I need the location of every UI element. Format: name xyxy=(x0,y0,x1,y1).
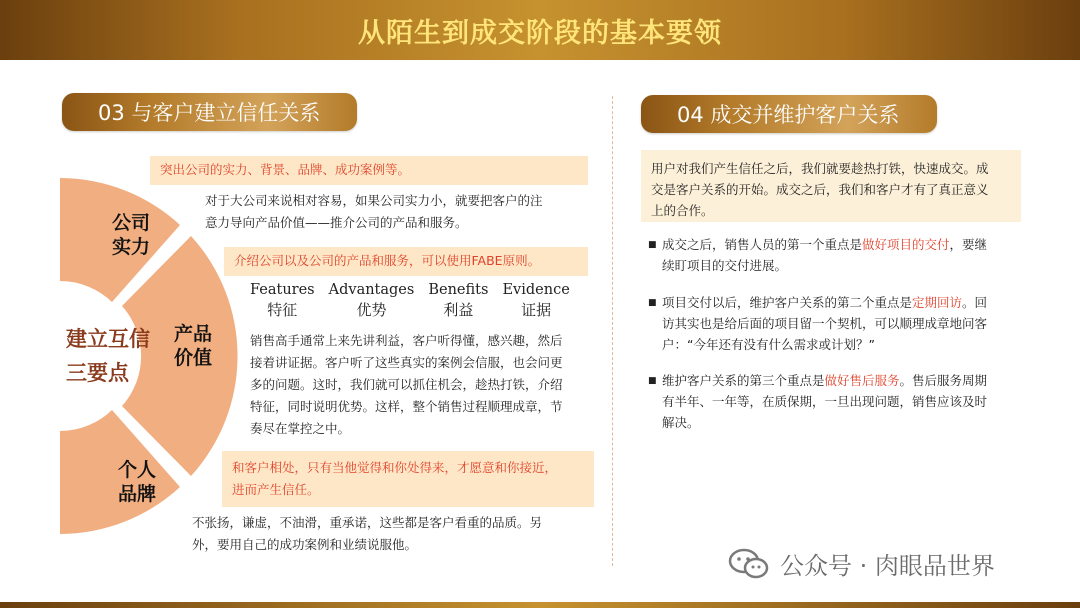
square-bullet-icon: ■ xyxy=(648,240,657,250)
bullet-item-visit: ■ 项目交付以后，维护客户关系的第二个重点是定期回访。回 访其实也是给后面的项目留一个契机，可以顺理成章地问客 户：“今年还有没有什么需求或计划？” xyxy=(648,292,1020,355)
square-bullet-icon: ■ xyxy=(648,376,657,386)
section-04-pill: 04 成交并维护客户关系 xyxy=(641,95,937,133)
fabe-advantages: Advantages 优势 xyxy=(328,282,415,319)
page-title: 从陌生到成交阶段的基本要领 xyxy=(358,17,722,49)
section-03-pill: 03 与客户建立信任关系 xyxy=(62,93,357,131)
fabe-benefits: Benefits 利益 xyxy=(428,282,489,319)
highlight-personal: 和客户相处，只有当他觉得和你处得来，才愿意和你接近， 进而产生信任。 xyxy=(222,451,594,507)
column-divider xyxy=(612,96,613,566)
bullet-item-delivery: ■ 成交之后，销售人员的第一个重点是做好项目的交付，要继 续盯项目的交付进展。 xyxy=(648,234,1020,276)
wechat-logo-icon xyxy=(728,547,770,581)
intro-box: 用户对我们产生信任之后，我们就要趁热打铁，快速成交。成 交是客户关系的开始。成交之后，我们和客户才有了真正意义 上的合作。 xyxy=(641,150,1021,222)
highlight-company: 突出公司的实力、背景、品牌、成功案例等。 xyxy=(150,156,588,185)
fabe-row xyxy=(250,282,580,322)
text-product: 销售高手通常上来先讲利益，客户听得懂，感兴趣，然后 接着讲证据。客户听了这些真实的案例会信服，也会问更 多的问题。这时，我们就可以抓住机会，趁热打铁，介绍 特征，同时说明优势。这样，整个销售过程顺理成章，节 奏尽在掌控之中。 xyxy=(250,333,563,436)
highlight-product: 介绍公司以及公司的产品和服务，可以使用FABE原则。 xyxy=(224,247,588,276)
fabe-features: Features 特征 xyxy=(250,282,315,319)
fabe-evidence: Evidence 证据 xyxy=(502,282,570,319)
watermark-text: 公众号 · 肉眼品世界 xyxy=(780,552,995,580)
segment-label-personal: 个人 品牌 xyxy=(118,459,157,505)
square-bullet-icon: ■ xyxy=(648,298,657,308)
watermark xyxy=(728,546,995,581)
center-label: 建立互信 三要点 xyxy=(66,327,150,385)
text-company: 对于大公司来说相对容易，如果公司实力小，就要把客户的注 意力导向产品价值——推介公司的产品和服务。 xyxy=(205,193,543,230)
footer-bar xyxy=(0,602,1080,608)
text-personal: 不张扬，谦虚，不油滑，重承诺，这些都是客户看重的品质。另 外，要用自己的成功案例和业绩说服他。 xyxy=(192,515,543,552)
bullet-item-service: ■ 维护客户关系的第三个重点是做好售后服务。售后服务周期 有半年、一年等，在质保期，一旦出现问题，销售应该及时 解决。 xyxy=(648,370,1020,433)
title-bar xyxy=(0,0,1080,60)
segment-label-product: 产品 价值 xyxy=(174,323,213,369)
segment-label-company: 公司 实力 xyxy=(112,212,151,258)
